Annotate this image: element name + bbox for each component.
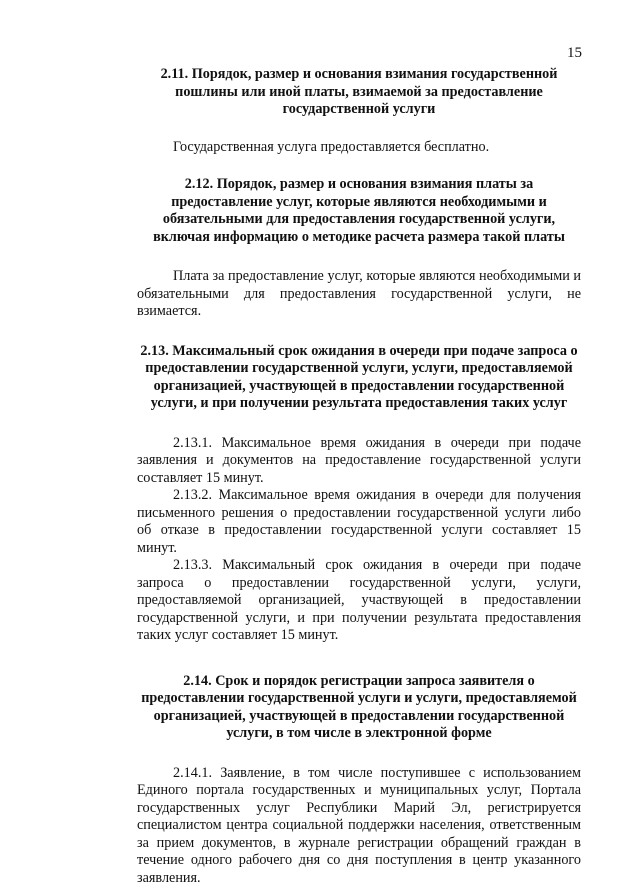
paragraph: 2.13.3. Максимальный срок ожидания в очереди при подаче запроса о предоставлении государственной услуги, услуги, предоставляемой организацией, участвующей в предоставлении государственной услуги, и при получении результата предоставления таких услуг составляет 15 минут. xyxy=(137,557,581,645)
page-number: 15 xyxy=(567,44,582,62)
section-heading-2-13: 2.13. Максимальный срок ожидания в очереди при подаче запроса о предоставлении государственной услуги, услуги, предоставляемой организацией, участвующей в предоставлении государственной услуги, и при получении результата предоставления таких услуг xyxy=(137,343,581,413)
section-heading-2-14: 2.14. Срок и порядок регистрации запроса заявителя о предоставлении государственной услуги и услуги, предоставляемой организацией, участвующей в предоставлении государственной услуги, в том числе в электронной форме xyxy=(137,673,581,743)
paragraph: 2.13.1. Максимальное время ожидания в очереди при подаче заявления и документов на предоставление государственной услуги составляет 15 минут. xyxy=(137,435,581,488)
document-body xyxy=(137,66,581,887)
section-heading-2-12: 2.12. Порядок, размер и основания взимания платы за предоставление услуг, которые являются необходимыми и обязательными для предоставления государственной услуги, включая информацию о методике расчета размера такой платы xyxy=(137,176,581,246)
paragraph: 2.13.2. Максимальное время ожидания в очереди для получения письменного решения о предоставлении государственной услуги либо об отказе в предоставлении государственной услуги составляет 15 минут. xyxy=(137,487,581,557)
paragraph: Плата за предоставление услуг, которые являются необходимыми и обязательными для предоставления государственной услуги, не взимается. xyxy=(137,268,581,321)
section-heading-2-11: 2.11. Порядок, размер и основания взимания государственной пошлины или иной платы, взимаемой за предоставление государственной услуги xyxy=(137,66,581,119)
paragraph: 2.14.1. Заявление, в том числе поступившее с использованием Единого портала государственных и муниципальных услуг, Портала государственных услуг Республики Марий Эл, регистрируется специалистом центра социальной поддержки населения, ответственным за прием документов, в журнале регистрации обращений граждан в течение одного рабочего дня со дня поступления в центр указанного заявления. xyxy=(137,765,581,887)
paragraph: Государственная услуга предоставляется бесплатно. xyxy=(137,139,581,157)
